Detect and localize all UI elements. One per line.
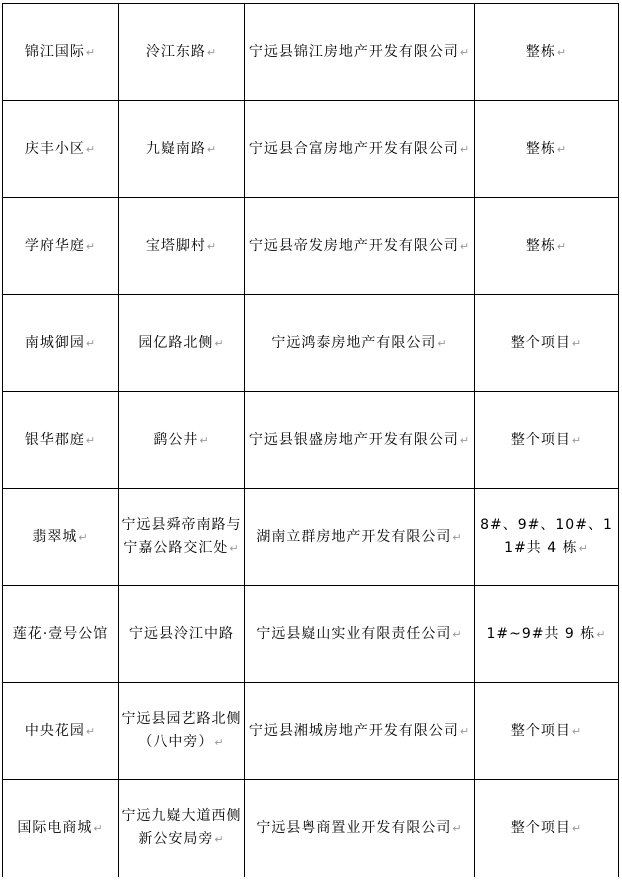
table-row [3,489,619,586]
location-cell: 宁远县泠江中路 [119,586,245,683]
project-name-cell: 南城御园↵ [3,295,119,392]
project-name-cell: 锦江国际↵ [3,4,119,101]
location-cell: 宁远九嶷大道西侧新公安局旁↵ [119,780,245,877]
table-row [3,295,619,392]
location-cell: 宝塔脚村↵ [119,198,245,295]
location-cell: 宁远县园艺路北侧（八中旁）↵ [119,683,245,780]
scope-cell: 整栋↵ [475,101,619,198]
developer-cell: 湖南立群房地产开发有限公司↵ [245,489,475,586]
table-row [3,780,619,877]
scope-cell: 8#、9#、10#、11#共 4 栋↵ [475,489,619,586]
developer-cell: 宁远县嶷山实业有限责任公司↵ [245,586,475,683]
housing-projects-table [2,3,619,877]
table-row [3,198,619,295]
developer-cell: 宁远县合富房地产开发有限公司↵ [245,101,475,198]
table-row [3,392,619,489]
table-row [3,4,619,101]
developer-cell: 宁远县帝发房地产开发有限公司↵ [245,198,475,295]
location-cell: 园亿路北侧↵ [119,295,245,392]
scope-cell: 整个项目↵ [475,295,619,392]
project-name-cell: 银华郡庭↵ [3,392,119,489]
project-name-cell: 学府华庭↵ [3,198,119,295]
project-name-cell: 中央花园↵ [3,683,119,780]
project-name-cell: 庆丰小区↵ [3,101,119,198]
project-name-cell: 翡翠城↵ [3,489,119,586]
project-name-cell: 莲花·壹号公馆 [3,586,119,683]
table-row [3,101,619,198]
developer-cell: 宁远县银盛房地产开发有限公司↵ [245,392,475,489]
location-cell: 泠江东路↵ [119,4,245,101]
scope-cell: 整栋↵ [475,4,619,101]
developer-cell: 宁远县粤商置业开发有限公司↵ [245,780,475,877]
table-row [3,683,619,780]
location-cell: 九嶷南路↵ [119,101,245,198]
table-row [3,586,619,683]
scope-cell: 整个项目↵ [475,683,619,780]
location-cell: 鹞公井↵ [119,392,245,489]
document-page [2,3,618,880]
developer-cell: 宁远县湘城房地产开发有限公司↵ [245,683,475,780]
developer-cell: 宁远鸿泰房地产有限公司↵ [245,295,475,392]
scope-cell: 整个项目↵ [475,780,619,877]
scope-cell: 整个项目↵ [475,392,619,489]
scope-cell: 整栋↵ [475,198,619,295]
developer-cell: 宁远县锦江房地产开发有限公司↵ [245,4,475,101]
project-name-cell: 国际电商城↵ [3,780,119,877]
scope-cell: 1#~9#共 9 栋↵ [475,586,619,683]
location-cell: 宁远县舜帝南路与宁嘉公路交汇处↵ [119,489,245,586]
